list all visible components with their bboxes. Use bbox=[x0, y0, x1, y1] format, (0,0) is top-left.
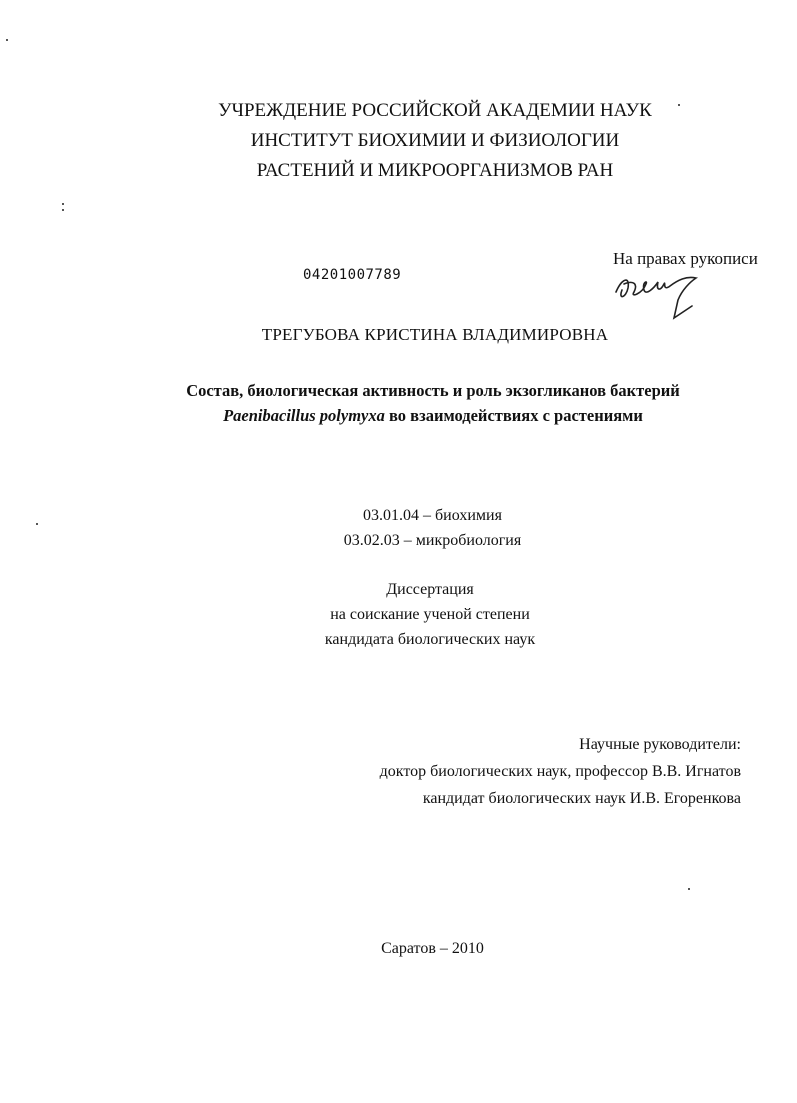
catalog-number: 04201007789 bbox=[303, 267, 402, 283]
supervisors bbox=[380, 731, 741, 812]
supervisors-heading: Научные руководители: bbox=[579, 736, 741, 753]
title-line-1: Состав, биологическая активность и роль экзогликанов бактерий bbox=[186, 381, 680, 400]
city-year: Саратов – 2010 bbox=[381, 940, 484, 957]
scan-speck bbox=[62, 209, 64, 211]
dissertation-type bbox=[0, 577, 797, 652]
title-line-2 bbox=[0, 403, 797, 428]
rights-note: На правах рукописи bbox=[613, 249, 758, 268]
institution-line-1: УЧРЕЖДЕНИЕ РОССИЙСКОЙ АКАДЕМИИ НАУК bbox=[218, 100, 652, 121]
supervisor-1: доктор биологических наук, профессор В.В. Игнатов bbox=[379, 763, 741, 780]
specialties bbox=[0, 503, 797, 553]
dissertation-line-2: на соискание ученой степени bbox=[330, 606, 530, 623]
specialty-1: 03.01.04 – биохимия bbox=[363, 507, 502, 524]
scan-speck bbox=[688, 888, 690, 890]
dissertation-line-3: кандидата биологических наук bbox=[324, 631, 536, 648]
dissertation-title bbox=[0, 378, 797, 428]
supervisor-2: кандидат биологических наук И.В. Егоренкова bbox=[422, 790, 741, 807]
author-name: ТРЕГУБОВА КРИСТИНА ВЛАДИМИРОВНА bbox=[261, 325, 609, 344]
institution-line-2: ИНСТИТУТ БИОХИМИИ И ФИЗИОЛОГИИ bbox=[250, 130, 620, 151]
title-line-2-rest: во взаимодействиях с растениями bbox=[384, 406, 643, 425]
scan-speck bbox=[62, 203, 64, 205]
species-name: Paenibacillus polymyxa bbox=[223, 406, 385, 425]
specialty-2: 03.02.03 – микробиология bbox=[343, 532, 522, 549]
institution-line-3: РАСТЕНИЙ И МИКРООРГАНИЗМОВ РАН bbox=[256, 160, 614, 181]
dissertation-line-1: Диссертация bbox=[386, 581, 474, 598]
scan-speck bbox=[678, 104, 680, 106]
signature-icon bbox=[612, 270, 712, 328]
institution-header bbox=[0, 96, 797, 186]
scan-speck bbox=[36, 523, 38, 525]
scan-speck bbox=[6, 39, 8, 41]
